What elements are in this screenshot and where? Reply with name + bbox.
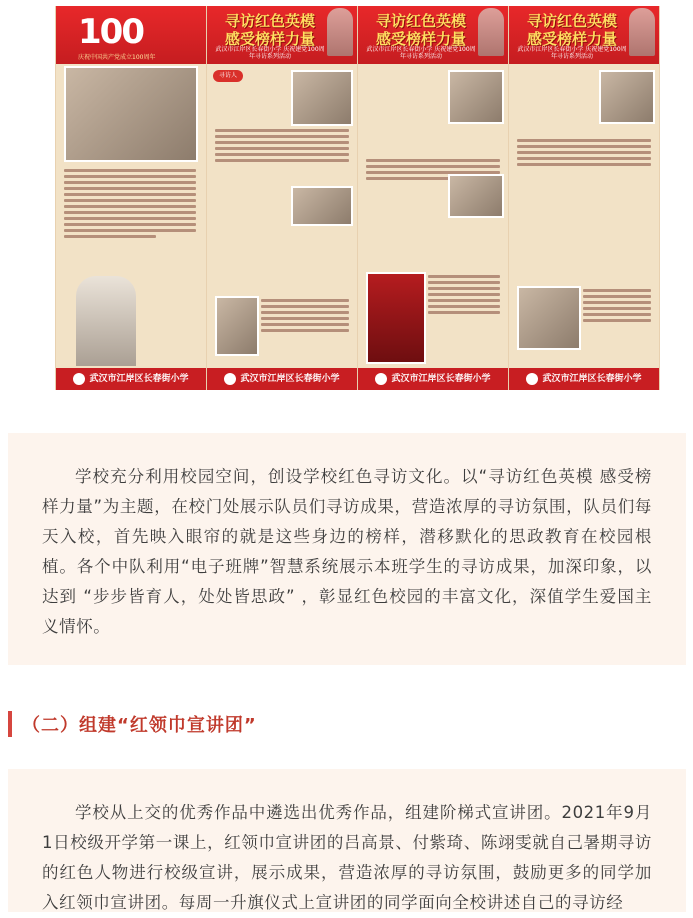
medal-photo [366,272,426,364]
section-heading [8,709,257,739]
panel-body-text [261,296,349,335]
poster-image [55,6,658,390]
panel-body-text [428,272,500,317]
monument-statue [76,276,136,366]
paragraph-text: 学校从上交的优秀作品中遴选出优秀作品，组建阶梯式宣讲团。2021年9月1日校级开学第一课上，红领巾宣讲团的吕高景、付紫琦、陈翊雯就自己暑期寻访的红色人物进行校级宣讲，展示成果，营造浓厚的寻访氛围，鼓励更多的同学加入红领巾宣讲团。每周一升旗仪式上宣讲团的同学面向全校讲述自己的寻访经 [42,803,652,912]
poster-banner: 寻访红色英模 感受榜样力量 武汉市江岸区长春街小学 庆祝建党100周年寻访系列活动 [207,6,357,64]
poster-footer: 武汉市江岸区长春街小学 [56,368,206,390]
paragraph-text: 学校充分利用校园空间，创设学校红色寻访文化。以“寻访红色英模 感受榜样力量”为主题，在校门处展示队员们寻访成果，营造浓厚的寻访氛围，队员们每天入校，首先映入眼帘的就是这些身边的榜样，潜移默化的思政教育在校园根植。各个中队利用“电子班牌”智慧系统展示本班学生的寻访成果，加深印象，以达到 “步步皆育人，处处皆思政” ，彰显红色校园的丰富文化，深值学生爱国主义情怀。 [42,467,652,636]
panel-body-text [583,286,651,325]
poster-banner [56,6,206,64]
statue-icon [478,8,504,56]
paragraph-card [8,769,686,912]
section-heading-text: （二）组建“红领巾宣讲团” [22,715,257,736]
panel-body-text [64,166,196,241]
paragraph-card [8,433,686,665]
poster-footer: 武汉市江岸区长春街小学 [509,368,659,390]
statue-icon [629,8,655,56]
medals-photo [215,296,259,356]
interview-photo [448,70,504,124]
interview-photo [448,174,504,218]
statue-icon [327,8,353,56]
poster-panel-3 [357,6,509,390]
interview-photo [291,70,353,126]
poster-footer: 武汉市江岸区长春街小学 [207,368,357,390]
poster-panel-1 [55,6,207,390]
poster-panel-2 [206,6,358,390]
party-100-logo: 100 庆祝中国共产党成立100周年 [78,12,156,61]
interview-photo [599,70,655,124]
panel-body-text [517,136,651,169]
interview-photo [291,186,353,226]
label-pill: 寻访人 [213,70,243,82]
group-photo [64,66,198,162]
heading-accent-bar [8,711,12,737]
poster-footer: 武汉市江岸区长春街小学 [358,368,508,390]
poster-banner: 寻访红色英模 感受榜样力量 武汉市江岸区长春街小学 庆祝建党100周年寻访系列活动 [509,6,659,64]
poster-banner: 寻访红色英模 感受榜样力量 武汉市江岸区长春街小学 庆祝建党100周年寻访系列活动 [358,6,508,64]
collage-photo [517,286,581,350]
panel-body-text [215,126,349,165]
poster-panel-4 [508,6,660,390]
